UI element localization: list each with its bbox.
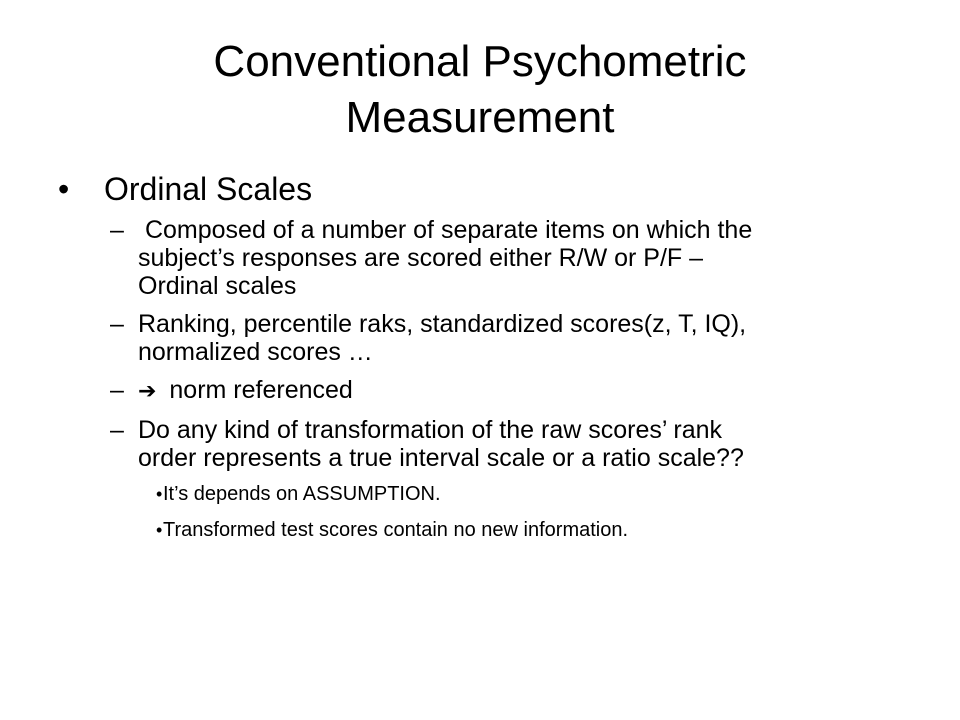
sub-sub-item-text: Transformed test scores contain no new information.	[163, 519, 629, 541]
sub-sub-item-text: It’s depends on ASSUMPTION.	[163, 483, 441, 505]
sub-item-text: Composed of a number of separate items on which the subject’s responses are scored either R/W or P/F – Ordinal scales	[138, 216, 760, 300]
sub-item-norm-referenced	[58, 376, 778, 406]
dash-marker: –	[110, 216, 124, 244]
sub-sub-item-no-new-info	[58, 518, 918, 542]
sub-item-transformation	[58, 416, 778, 472]
small-bullet-dot-icon: •	[156, 484, 163, 504]
sub-item-ranking	[58, 310, 778, 366]
bullet-label: Ordinal Scales	[104, 171, 313, 207]
bullet-list	[58, 170, 918, 554]
sub-sub-item-assumption	[58, 482, 918, 506]
sub-item-composed	[58, 216, 778, 300]
dash-marker: –	[110, 376, 124, 404]
right-arrow-icon: ➔	[138, 379, 157, 404]
sub-item-text: Do any kind of transformation of the raw scores’ rank order represents a true interval scale or a ratio scale??	[138, 416, 744, 472]
sub-item-text: Ranking, percentile raks, standardized scores(z, T, IQ), normalized scores …	[138, 310, 747, 366]
slide-title: Conventional Psychometric Measurement	[213, 37, 747, 142]
dash-marker: –	[110, 310, 124, 338]
dash-marker: –	[110, 416, 124, 444]
bullet-ordinal-scales	[58, 170, 918, 208]
sub-item-text: norm referenced	[169, 376, 353, 404]
small-bullet-dot-icon: •	[156, 520, 163, 540]
bullet-dot-icon: •	[58, 171, 70, 207]
